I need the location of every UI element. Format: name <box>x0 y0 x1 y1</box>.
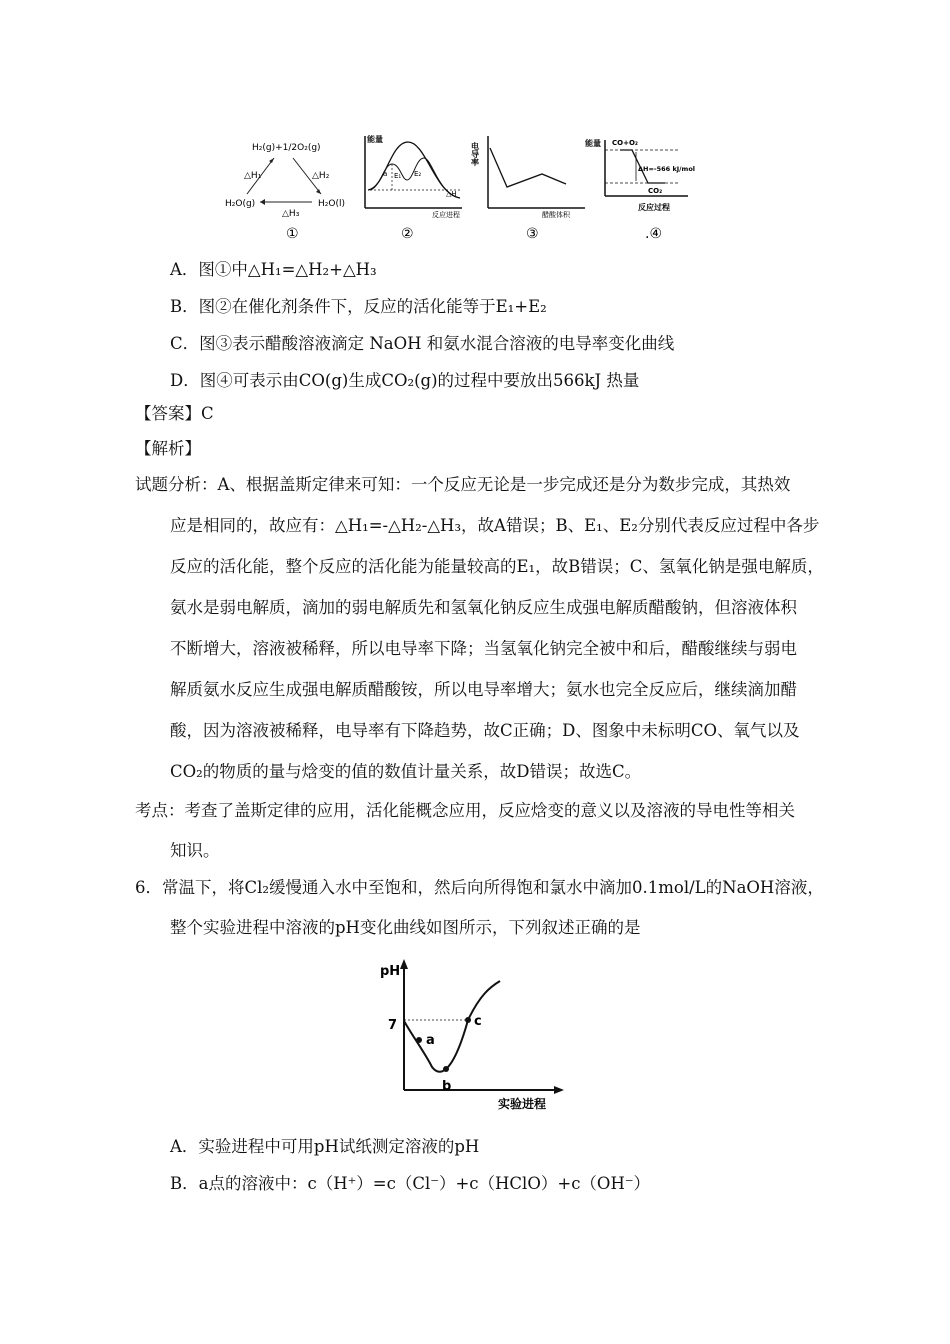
analysis-line: 酸，因为溶液被稀释，电导率有下降趋势，故C正确；D、图象中未标明CO、氧气以及 <box>170 721 800 740</box>
fig2-a: a <box>383 170 388 178</box>
fig1-left-label: H₂O(g) <box>225 199 256 209</box>
fig2-dh: △H <box>446 190 457 198</box>
fig1-dh3: △H₃ <box>282 209 300 219</box>
fig4-number: .④ <box>645 226 663 242</box>
analysis-line: 应是相同的，故应有：△H₁=-△H₂-△H₃，故A错误；B、E₁、E₂分别代表反应过程中各步 <box>170 516 820 535</box>
fig1-number: ① <box>286 226 299 242</box>
point-c-label: c <box>474 1014 482 1029</box>
answer: 【答案】C <box>135 404 214 423</box>
analysis-heading: 【解析】 <box>135 439 201 458</box>
analysis-line: 解质氨水反应生成强电解质醋酸铵，所以电导率增大；氨水也完全反应后，继续滴加醋 <box>170 680 797 699</box>
analysis-line: 反应的活化能，整个反应的活化能为能量较高的E₁，故B错误；C、氢氧化钠是强电解质， <box>170 557 824 576</box>
kaodian-line: 知识。 <box>170 841 220 860</box>
fig4-dh: ΔH=-566 kJ/mol <box>638 165 696 173</box>
fig3-number: ③ <box>526 226 539 242</box>
analysis-line: 氨水是弱电解质，滴加的弱电解质先和氢氧化钠反应生成强电解质醋酸钠，但溶液体积 <box>170 598 797 617</box>
q5-option-b: B．图②在催化剂条件下，反应的活化能等于E₁+E₂ <box>170 297 547 316</box>
q5-option-a: A．图①中△H₁=△H₂+△H₃ <box>170 260 377 279</box>
figure-2 <box>365 134 462 219</box>
fig1-top-label: H₂(g)+1/2O₂(g) <box>252 143 321 153</box>
point-a-label: a <box>426 1033 435 1048</box>
ph-curve-graph <box>370 955 570 1115</box>
figure-3 <box>471 136 586 219</box>
fig4-bottom-label: CO₂ <box>648 187 663 195</box>
fig4-ylabel: 能量 <box>585 139 601 148</box>
ph-seven-label: 7 <box>388 1018 398 1033</box>
fig1-dh1: △H₁ <box>244 171 262 181</box>
analysis-line: 试题分析：A、根据盖斯定律来可知：一个反应无论是一步完成还是分为数步完成，其热效 <box>135 475 791 494</box>
fig1-right-label: H₂O(l) <box>318 199 345 209</box>
fig3-ylabel: 电导率 <box>470 142 480 166</box>
analysis-line: CO₂的物质的量与焓变的值的数值计量关系，故D错误；故选C。 <box>170 762 642 781</box>
ph-xlabel: 实验进程 <box>498 1097 547 1111</box>
figure-1 <box>225 143 345 219</box>
q5-option-c: C．图③表示醋酸溶液滴定 NaOH 和氨水混合溶液的电导率变化曲线 <box>170 334 675 353</box>
analysis-line: 不断增大，溶液被稀释，所以电导率下降；当氢氧化钠完全被中和后，醋酸继续与弱电 <box>170 639 797 658</box>
fig3-xlabel: 醋酸体积 <box>542 211 570 219</box>
kaodian-line: 考点：考查了盖斯定律的应用，活化能概念应用，反应焓变的意义以及溶液的导电性等相关 <box>135 801 795 820</box>
fig2-ylabel: 能量 <box>367 135 383 144</box>
fig2-e1: E₁ <box>394 172 402 180</box>
fig2-e2: E₂ <box>414 170 422 178</box>
fig2-number: ② <box>401 226 414 242</box>
figures-row <box>220 128 720 243</box>
fig4-xlabel: 反应过程 <box>638 203 670 212</box>
q6-stem-line: 整个实验进程中溶液的pH变化曲线如图所示，下列叙述正确的是 <box>170 918 641 937</box>
fig1-dh2: △H₂ <box>312 171 330 181</box>
point-b-label: b <box>442 1079 452 1094</box>
fig2-xlabel: 反应进程 <box>432 211 460 219</box>
fig4-top-label: CO+O₂ <box>612 139 638 147</box>
q6-option-a: A．实验进程中可用pH试纸测定溶液的pH <box>170 1137 480 1156</box>
q6-option-b: B．a点的溶液中：c（H⁺）=c（Cl⁻）+c（HClO）+c（OH⁻） <box>170 1174 651 1193</box>
ph-ylabel: pH <box>380 964 401 979</box>
q5-option-d: D．图④可表示由CO(g)生成CO₂(g)的过程中要放出566kJ 热量 <box>170 371 640 390</box>
figure-4 <box>585 138 695 212</box>
q6-stem-line: 6．常温下，将Cl₂缓慢通入水中至饱和，然后向所得饱和氯水中滴加0.1mol/L的NaOH溶液， <box>135 878 824 897</box>
